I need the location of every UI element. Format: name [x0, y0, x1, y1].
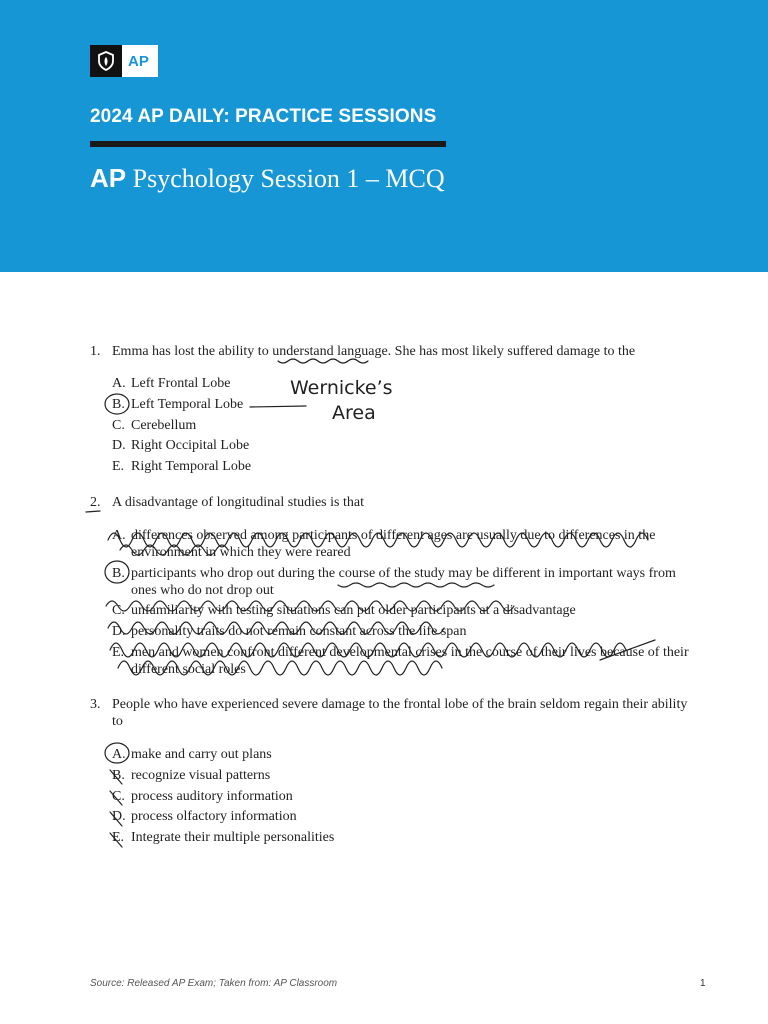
option-text: Left Temporal Lobe	[131, 397, 244, 412]
option-text: Left Frontal Lobe	[131, 376, 231, 391]
logo-text: AP	[128, 52, 149, 70]
question-number: 1.	[90, 344, 101, 359]
option-text: process auditory information	[131, 789, 293, 804]
handwritten-note-line2: Area	[332, 402, 376, 424]
option-letter: A.	[112, 376, 126, 391]
option-text: participants who drop out during the course of the study may be different in important ways from ones who do not drop out	[131, 566, 676, 598]
option-text: Integrate their multiple personalities	[131, 830, 335, 845]
option-text: Cerebellum	[131, 418, 197, 433]
option-letter: E.	[112, 645, 125, 660]
option-letter: C.	[112, 418, 125, 433]
option-letter: C.	[112, 603, 125, 618]
header-banner	[0, 0, 768, 272]
footer-source: Source: Released AP Exam; Taken from: AP Classroom	[90, 978, 338, 989]
option-text: Right Temporal Lobe	[131, 459, 252, 474]
title-prefix: AP	[90, 163, 127, 193]
option-text: Right Occipital Lobe	[131, 438, 250, 453]
question-stem: People who have experienced severe damage to the frontal lobe of the brain seldom regain their ability to	[112, 697, 688, 729]
handwritten-note-line1: Wernicke’s	[290, 377, 393, 399]
option-letter: E.	[112, 459, 125, 474]
option-text: personality traits do not remain constant across the life span	[131, 624, 467, 639]
option-letter: B.	[112, 566, 125, 581]
option-letter: D.	[112, 624, 126, 639]
option-text: men and women confront different developmental crises in the course of their lives because of their different social roles	[131, 645, 689, 677]
option-text: make and carry out plans	[131, 747, 272, 762]
option-text: differences observed among participants of different ages are usually due to differences in the environment in which they were reared	[131, 528, 656, 560]
option-letter: A.	[112, 747, 126, 762]
option-text: unfamiliarity with testing situations can put older participants at a disadvantage	[131, 603, 576, 618]
title-divider	[90, 141, 446, 147]
question-stem: A disadvantage of longitudinal studies is that	[112, 495, 364, 510]
option-letter: C.	[112, 789, 125, 804]
option-letter: A.	[112, 528, 126, 543]
option-text: process olfactory information	[131, 809, 297, 824]
option-letter: B.	[112, 397, 125, 412]
college-board-ap-logo	[90, 45, 158, 77]
question-number: 3.	[90, 697, 101, 712]
option-letter: B.	[112, 768, 125, 783]
question-stem: Emma has lost the ability to understand language. She has most likely suffered damage to the	[112, 344, 636, 359]
title-rest: Psychology Session 1 – MCQ	[126, 164, 445, 193]
option-letter: D.	[112, 438, 126, 453]
question-number: 2.	[90, 495, 101, 510]
page-title	[90, 163, 445, 194]
option-text: recognize visual patterns	[131, 768, 271, 783]
acorn-shield-icon	[90, 45, 122, 77]
option-letter: D.	[112, 809, 126, 824]
page-number: 1	[700, 978, 706, 989]
series-title: 2024 AP DAILY: PRACTICE SESSIONS	[90, 106, 437, 127]
option-letter: E.	[112, 830, 125, 845]
tick-mark	[86, 511, 100, 512]
